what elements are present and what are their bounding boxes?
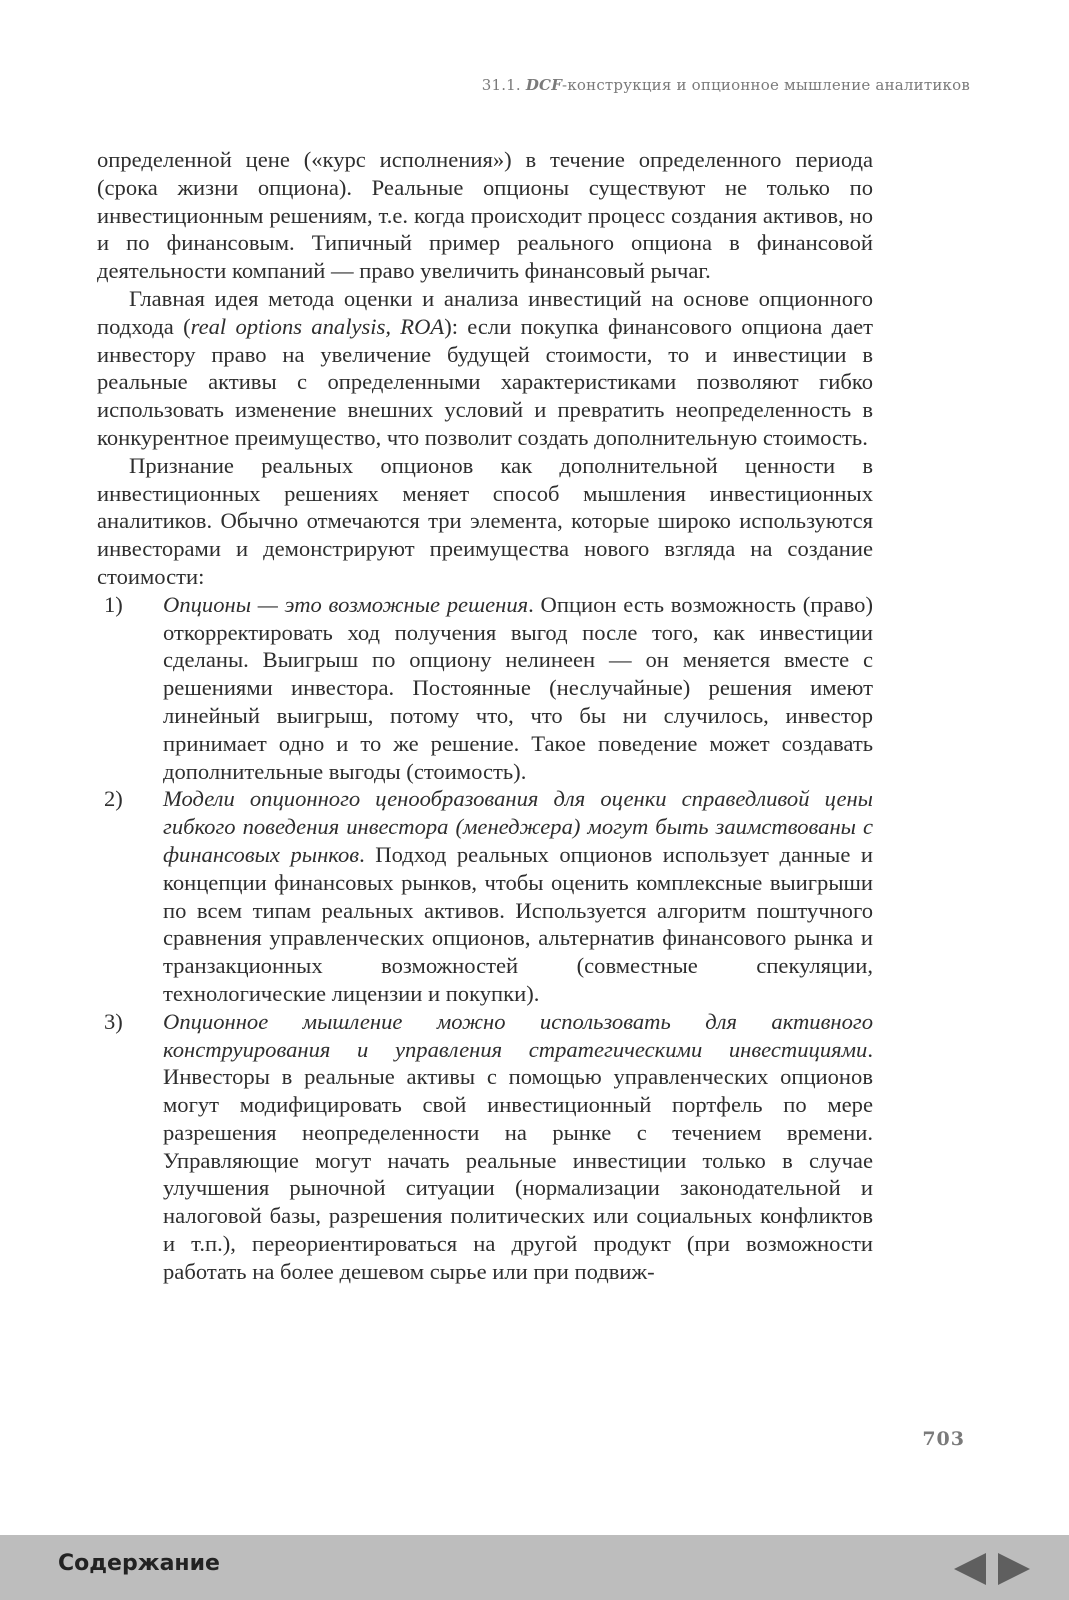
list-item xyxy=(97,785,873,1007)
list-item xyxy=(97,1008,873,1286)
running-header xyxy=(482,76,970,94)
list-item-lead: Модели опционного ценообразования для оценки справедливой цены гибкого поведения инвестора (менеджера) могут быть заимствованы с финансовых рынков xyxy=(163,786,873,867)
list-item-lead: Опционы — это возможные решения xyxy=(163,591,529,617)
paragraph-text: ): если покупка финансового опциона дает инвестору право на увеличение будущей стоимости, то и инвестиции в реальные активы с определенными характеристиками позволяют гибко использовать изменение внешних условий и превратить неопределенность в конкурентное преимущество, что позволит создать дополнительную стоимость. xyxy=(97,313,873,450)
page-body xyxy=(97,146,873,1286)
paragraph: определенной цене («курс исполнения») в течение определенного периода (срока жизни опциона). Реальные опционы существуют не только по инвестиционным решениям, т.е. когда происходит процесс создания активов, но и по финансовым. Типичный пример реального опциона в финансовой деятельности компаний — право увеличить финансовый рычаг. xyxy=(97,147,873,284)
list-item-number: 3) xyxy=(104,1008,123,1034)
list-item-text: . Опцион есть возможность (право) откорректировать ход получения выгод после того, как инвестиции сделаны. Выигрыш по опциону нелинеен — он меняется вместе с решениями инвестора. Постоянные (неслучайные) решения имеют линейный выигрыш, потому что, что бы ни случилось, инвестор принимает одно и то же решение. Такое поведение может создавать дополнительные выгоды (стоимость). xyxy=(163,591,873,784)
paragraph: Признание реальных опционов как дополнительной ценности в инвестиционных решениях меняет способ мышления инвестиционных аналитиков. Обычно отмечаются три элемента, которые широко используются инвесторами и демонстрируют преимущества нового взгляда на создание стоимости: xyxy=(97,452,873,589)
paragraph-text: Главная идея метода оценки и анализа инвестиций на основе опционного подхода ( xyxy=(97,285,873,339)
paragraph xyxy=(97,285,873,452)
page-number: 703 xyxy=(922,1428,965,1450)
list-item-text: . Инвесторы в реальные активы с помощью управленческих опционов могут модифицировать свой инвестиционный портфель по мере разрешения неопределенности на рынке с течением времени. Управляющие могут начать реальные инвестиции только в случае улучшения рыночной ситуации (нормализации законодательной и налоговой базы, разрешения политических или социальных конфликтов и т.п.), переориентироваться на другой продукт (при возможности работать на более дешевом сырье или при подвиж- xyxy=(163,1036,873,1284)
numbered-list xyxy=(97,591,873,1286)
list-item-lead: Опционное мышление можно использовать для активного конструирования и управления стратегическими инвестициями xyxy=(163,1008,873,1062)
table-of-contents-link[interactable]: Содержание xyxy=(58,1551,220,1576)
list-item xyxy=(97,591,873,786)
paragraph-italic-term: real options analysis, ROA xyxy=(190,313,445,339)
header-title: -конструкция и опционное мышление аналитиков xyxy=(562,76,970,94)
list-item-text: . Подход реальных опционов использует данные и концепции финансовых рынков, чтобы оценить комплексные выигрыши по всем типам реальных активов. Используется алгоритм поштучного сравнения управленческих опционов, альтернатив финансового рынка и транзакционных возможностей (совместные спекуляции, технологические лицензии и покупки). xyxy=(163,841,873,1006)
previous-page-icon[interactable] xyxy=(954,1553,986,1585)
section-number: 31.1. xyxy=(481,76,521,94)
header-title-italic: DCF xyxy=(525,76,563,94)
navigation-bar xyxy=(0,1535,1069,1600)
list-item-number: 2) xyxy=(104,786,123,812)
next-page-icon[interactable] xyxy=(998,1553,1030,1585)
list-item-number: 1) xyxy=(104,591,123,617)
